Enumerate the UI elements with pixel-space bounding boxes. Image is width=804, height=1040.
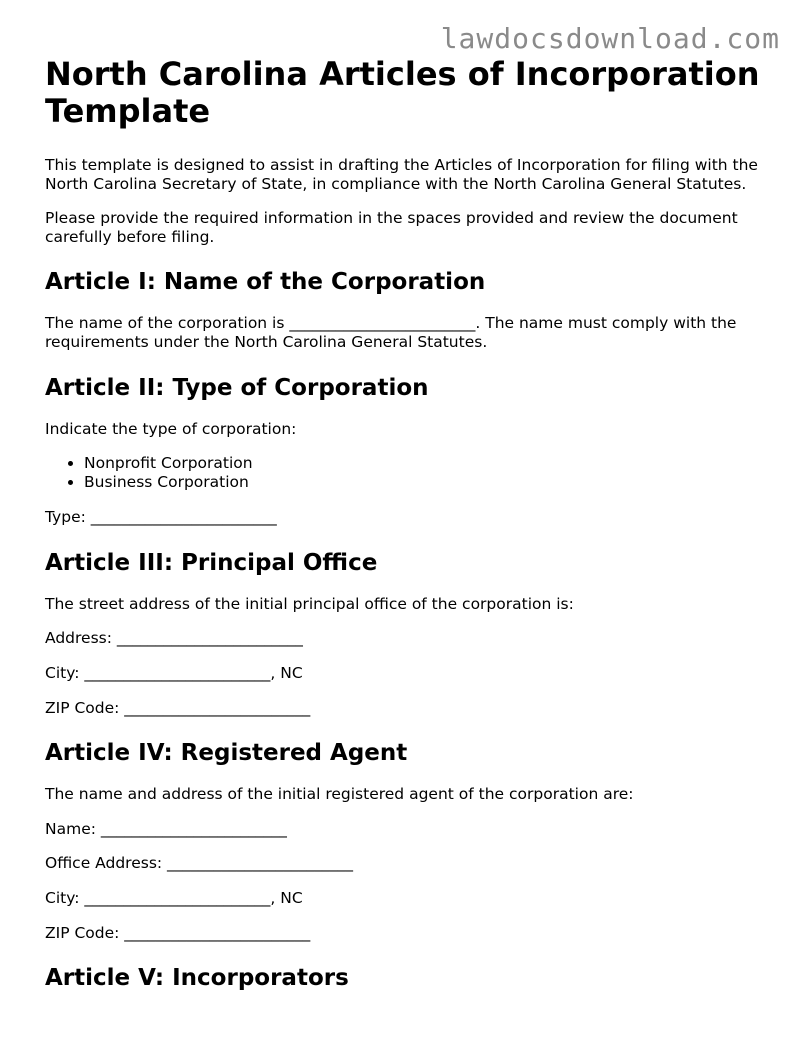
article-3-section <box>45 549 765 717</box>
type-field: Type: ________________________ <box>45 508 277 527</box>
article-3-text: The street address of the initial principal office of the corporation is: <box>45 594 574 613</box>
agent-city-field: City: ________________________, NC <box>45 888 303 907</box>
intro-paragraph-2: Please provide the required information in the spaces provided and review the document carefully before filing. <box>45 209 738 246</box>
intro-paragraph-1: This template is designed to assist in drafting the Articles of Incorporation for filing with the North Carolina Secretary of State, in compliance with the North Carolina General Statutes. <box>45 156 758 193</box>
article-1-text: The name of the corporation is ________________________. The name must comply with the requirements under the North Carolina General Statutes. <box>45 314 737 351</box>
article-3-heading: Article III: Principal Office <box>45 549 378 576</box>
article-5-heading: Article V: Incorporators <box>45 965 349 992</box>
article-4-text: The name and address of the initial registered agent of the corporation are: <box>45 785 634 804</box>
page-title: North Carolina Articles of Incorporation Template <box>45 55 760 130</box>
agent-zip-field: ZIP Code: ________________________ <box>45 923 311 942</box>
address-field: Address: ________________________ <box>45 629 303 648</box>
corporation-type-list <box>45 454 765 492</box>
agent-name-field: Name: ________________________ <box>45 819 287 838</box>
list-item: • Business Corporation <box>84 473 765 492</box>
city-field: City: ________________________, NC <box>45 663 303 682</box>
article-4-section <box>45 739 765 942</box>
zip-field: ZIP Code: ________________________ <box>45 698 311 717</box>
list-item: • Nonprofit Corporation <box>84 454 765 473</box>
office-address-field: Office Address: ________________________ <box>45 854 354 873</box>
article-4-heading: Article IV: Registered Agent <box>45 740 408 767</box>
document-page <box>45 56 765 1010</box>
article-1-section <box>45 268 765 351</box>
article-2-section <box>45 374 765 527</box>
article-2-heading: Article II: Type of Corporation <box>45 374 429 401</box>
article-2-prompt: Indicate the type of corporation: <box>45 419 297 438</box>
article-1-heading: Article I: Name of the Corporation <box>45 269 486 296</box>
article-5-section <box>45 964 765 992</box>
watermark: lawdocsdownload.com <box>440 22 780 55</box>
